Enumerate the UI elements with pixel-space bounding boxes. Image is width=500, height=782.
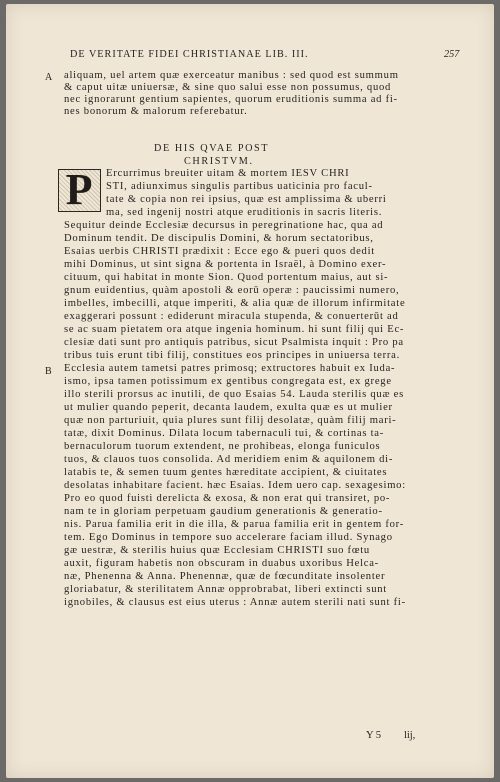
text-line: mihi Dominus, ut sint signa & portenta in Israël, à Domino exer- — [64, 259, 387, 270]
text-line: nis. Parua familia erit in die illa, & parua familia erit in gentem for- — [64, 519, 405, 530]
margin-letter-b: B — [45, 366, 52, 377]
text-line: Ercurrimus breuiter uitam & mortem IESV CHRI — [106, 168, 350, 179]
text-line: se ac suam pietatem ora atque ingenia hominum. hi sunt filij qui Ec- — [64, 324, 405, 335]
signature-mark: Y 5 — [366, 730, 382, 741]
text-line: tuos, & clauos tuos consolida. Ad meridiem enim & aquilonem di- — [64, 454, 394, 465]
initial-letter: P — [65, 165, 93, 214]
running-head-title: DE VERITATE FIDEI CHRISTIANAE LIB. III. — [70, 49, 309, 60]
section-heading-line-2: CHRISTVM. — [184, 156, 254, 167]
text-line: gnum euidentius, quàm apostoli & eorū operæ : paucissimi numero, — [64, 285, 400, 296]
decorated-initial-P — [58, 165, 101, 214]
text-line: nam te in gloriam perpetuam gaudium generationis & generatio- — [64, 506, 383, 517]
text-line: clesiæ dati sunt pro antiquis patribus, sicut Psalmista inquit : Pro pa — [64, 337, 404, 348]
text-line: imbelles, imbecilli, atque imperiti, & alia quæ de illorum infirmitate — [64, 298, 406, 309]
text-line: nec ignorarunt gentium sapientes, quorum eruditionis summa ad fi- — [64, 94, 398, 105]
text-line: tem. Ego Dominus in tempore suo accelerare faciam illud. Synago — [64, 532, 393, 543]
text-line: ismo, ipsa tamen potissimum ex gentibus congregata est, ex grege — [64, 376, 392, 387]
text-line: Dominum tendit. De discipulis Domini, & horum sectatoribus, — [64, 233, 374, 244]
text-line: illo sterili prorsus ac inutili, de quo Esaias 54. Lauda sterilis quæ es — [64, 389, 404, 400]
book-page — [6, 4, 494, 778]
text-line: tate & copia non rei ipsius, quæ est amplissima & uberri — [106, 194, 387, 205]
text-line: STI, adiunximus singulis partibus uaticinia pro facul- — [106, 181, 373, 192]
text-line: latabis te, & semen tuum gentes hæreditate accipient, & ciuitates — [64, 467, 388, 478]
page-number: 257 — [444, 49, 460, 60]
text-line: desolatas inhabitare facient. hæc Esaias. Idem uero cap. sexagesimo: — [64, 480, 406, 491]
text-line: tribus tuis erunt tibi filij, constitues eos principes in uniuersa terra. — [64, 350, 401, 361]
text-line: næ, Phenenna & Anna. Phenennæ, quæ de fœcunditate insolenter — [64, 571, 386, 582]
text-line: Pro eo quod fuisti derelicta & exosa, & non erat qui transiret, po- — [64, 493, 391, 504]
text-line: tatæ, dixit Dominus. Dilata locum tabernaculi tui, & cortinas ta- — [64, 428, 385, 439]
text-line: gæ uestræ, & sterilis huius quæ Ecclesiam CHRISTI suo fœtu — [64, 545, 370, 556]
margin-letter-a: A — [45, 72, 53, 83]
text-line: quæ non parturiuit, quia plures sunt filij desolatæ, quàm filij mari- — [64, 415, 397, 426]
text-line: ut mulier quando peperit, decanta laudem, exulta quæ es ut mulier — [64, 402, 393, 413]
text-line: & caput uitæ uniuersæ, & sine quo salui esse non possumus, quod — [64, 82, 392, 93]
text-line: gloriabatur, & sterilitatem Annæ opprobrabat, liberi extincti sunt — [64, 584, 387, 595]
text-line: auxit, figuram habetis non obscuram in duabus uxoribus Helca- — [64, 558, 379, 569]
text-line: cituum, qui habitat in monte Sion. Quod portentum maius, aut si- — [64, 272, 389, 283]
text-line: ignobiles, & clausus est eius uterus : Annæ autem sterili nati sunt fi- — [64, 597, 406, 608]
text-line: Ecclesia autem tametsi patres primosq; extructores habuit ex Iuda- — [64, 363, 396, 374]
text-line: exaggerari possunt : ediderunt miracula stupenda, & conuerterūt ad — [64, 311, 399, 322]
section-heading-line-1: DE HIS QVAE POST — [154, 143, 270, 154]
catchword: lij, — [404, 730, 416, 741]
running-head — [70, 49, 462, 60]
page-text — [6, 4, 494, 778]
text-line: aliquam, uel artem quæ exerceatur manibus : sed quod est summum — [64, 70, 399, 81]
text-line: Esaias uerbis CHRISTI prædixit : Ecce ego & pueri quos dedit — [64, 246, 375, 257]
text-line: ma, sed ingenij nostri atque eruditionis in sacris literis. — [106, 207, 383, 218]
text-line: nes bonorum & malorum referebatur. — [64, 106, 248, 117]
text-line: Sequitur deinde Ecclesiæ decursus in peregrinatione hac, qua ad — [64, 220, 384, 231]
text-line: bernaculorum tuorum extendent, ne prohibeas, elonga funiculos — [64, 441, 381, 452]
